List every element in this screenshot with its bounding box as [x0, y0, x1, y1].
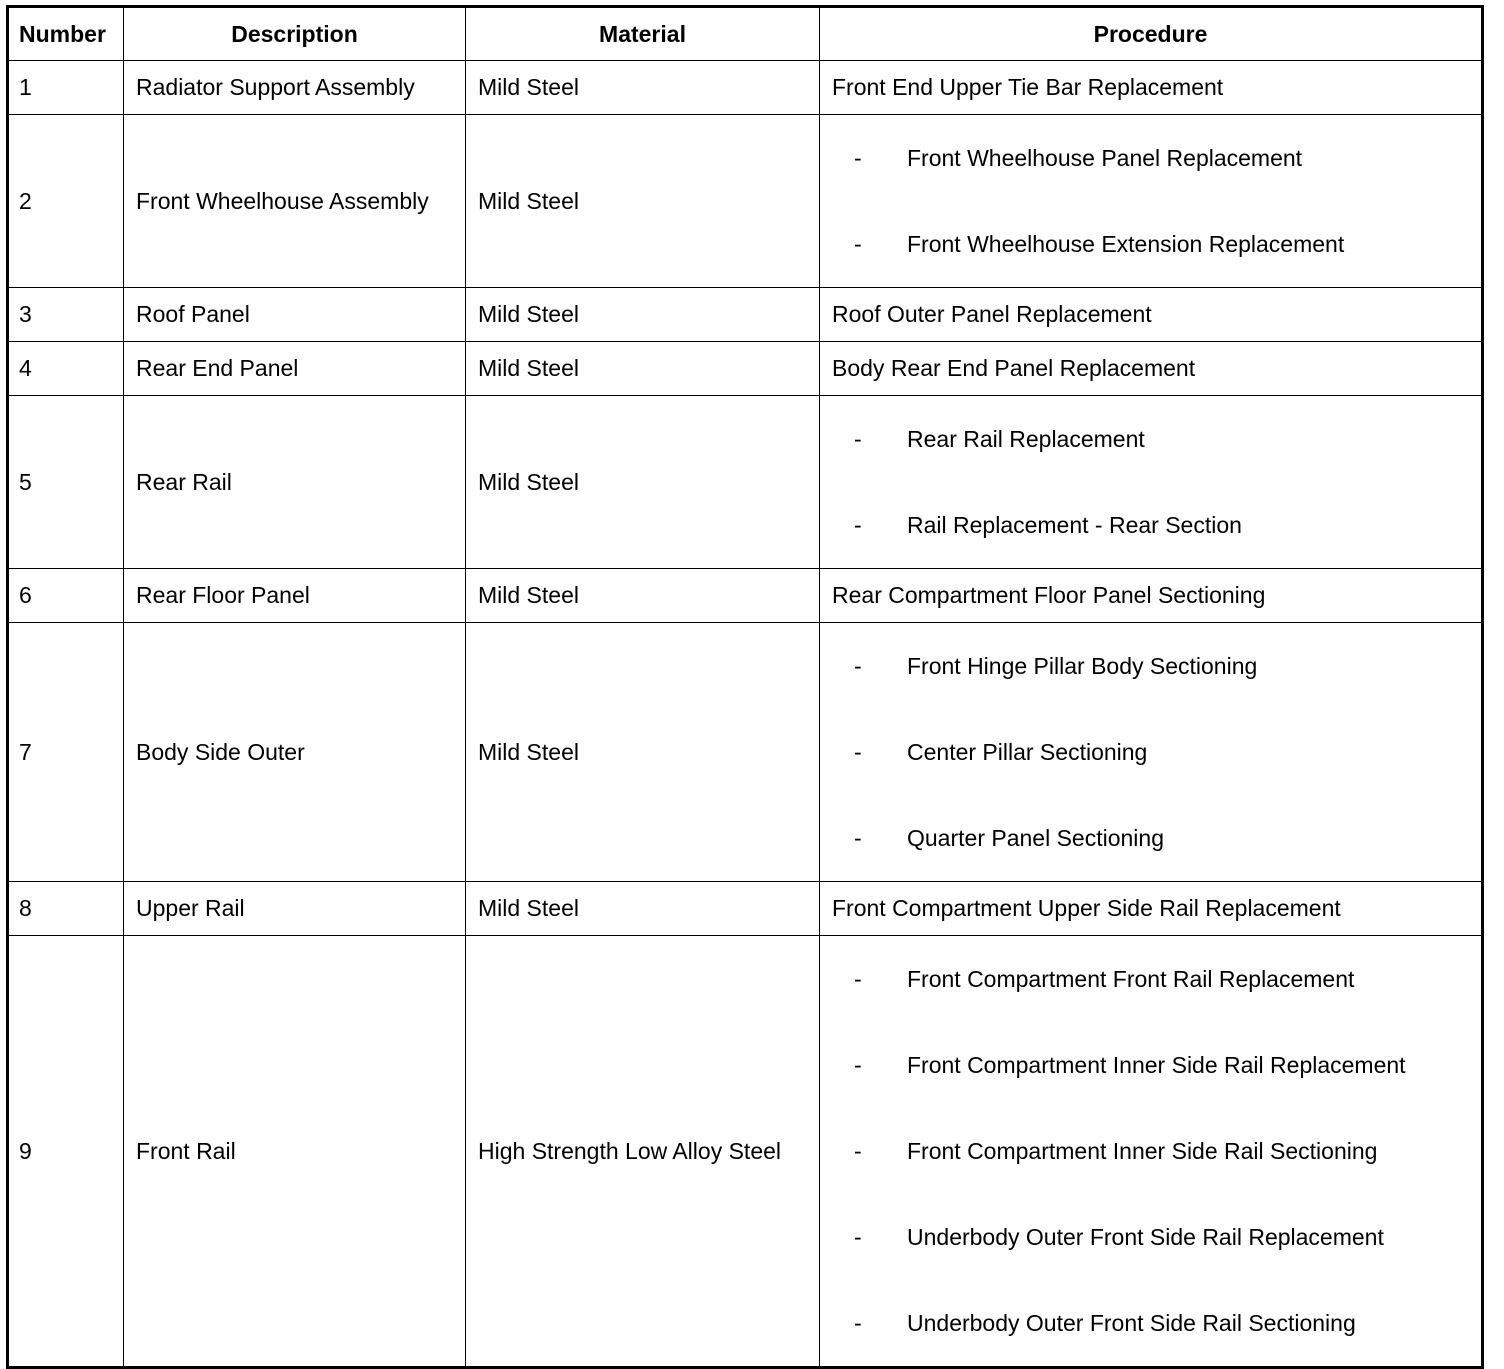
table-row — [8, 288, 1483, 342]
procedure-item — [832, 936, 1469, 1022]
row-procedure: Roof Outer Panel Replacement — [820, 288, 1483, 342]
procedure-item — [832, 795, 1469, 881]
row-number: 3 — [8, 288, 124, 342]
procedure-item-text: Front Compartment Front Rail Replacement — [907, 966, 1355, 992]
bullet: - — [854, 512, 862, 538]
header-description: Description — [124, 7, 466, 61]
procedure-item-text: Rear Rail Replacement — [907, 426, 1145, 452]
bullet: - — [854, 1310, 862, 1336]
row-description: Rear Floor Panel — [124, 569, 466, 623]
procedure-list — [832, 936, 1469, 1366]
procedure-item — [832, 396, 1469, 482]
row-description: Rear End Panel — [124, 342, 466, 396]
row-material: Mild Steel — [466, 115, 820, 288]
procedure-item — [832, 1280, 1469, 1366]
row-material: Mild Steel — [466, 61, 820, 115]
row-number: 2 — [8, 115, 124, 288]
procedure-item-text: Front Compartment Inner Side Rail Replacement — [907, 1052, 1406, 1078]
procedure-item-text: Front Wheelhouse Panel Replacement — [907, 145, 1303, 171]
procedure-item — [832, 482, 1469, 568]
row-procedure — [820, 623, 1483, 882]
row-description: Upper Rail — [124, 882, 466, 936]
row-material: Mild Steel — [466, 569, 820, 623]
row-procedure: Front Compartment Upper Side Rail Replacement — [820, 882, 1483, 936]
row-description: Rear Rail — [124, 396, 466, 569]
row-number: 4 — [8, 342, 124, 396]
row-description: Roof Panel — [124, 288, 466, 342]
procedure-list — [832, 115, 1469, 287]
row-material: Mild Steel — [466, 342, 820, 396]
row-material: High Strength Low Alloy Steel — [466, 936, 820, 1368]
row-procedure — [820, 115, 1483, 288]
procedure-item-text: Front Hinge Pillar Body Sectioning — [907, 653, 1258, 679]
table-row — [8, 396, 1483, 569]
row-number: 1 — [8, 61, 124, 115]
row-description: Front Rail — [124, 936, 466, 1368]
header-material: Material — [466, 7, 820, 61]
row-description: Front Wheelhouse Assembly — [124, 115, 466, 288]
procedure-list — [832, 396, 1469, 568]
row-number: 8 — [8, 882, 124, 936]
procedure-item-text: Front Compartment Inner Side Rail Sectioning — [907, 1138, 1378, 1164]
bullet: - — [854, 966, 862, 992]
row-material: Mild Steel — [466, 288, 820, 342]
row-description: Body Side Outer — [124, 623, 466, 882]
row-material: Mild Steel — [466, 396, 820, 569]
table-row — [8, 882, 1483, 936]
bullet: - — [854, 426, 862, 452]
row-procedure — [820, 396, 1483, 569]
table-row — [8, 936, 1483, 1368]
procedure-item — [832, 201, 1469, 287]
table-row — [8, 623, 1483, 882]
row-description: Radiator Support Assembly — [124, 61, 466, 115]
row-number: 9 — [8, 936, 124, 1368]
bullet: - — [854, 1138, 862, 1164]
procedure-item — [832, 623, 1469, 709]
bullet: - — [854, 231, 862, 257]
procedure-item-text: Underbody Outer Front Side Rail Sectioning — [907, 1310, 1356, 1336]
row-procedure: Rear Compartment Floor Panel Sectioning — [820, 569, 1483, 623]
procedure-item-text: Quarter Panel Sectioning — [907, 825, 1164, 851]
procedure-item — [832, 1194, 1469, 1280]
row-procedure: Body Rear End Panel Replacement — [820, 342, 1483, 396]
procedure-item-text: Center Pillar Sectioning — [907, 739, 1148, 765]
row-material: Mild Steel — [466, 623, 820, 882]
procedure-item-text: Front Wheelhouse Extension Replacement — [907, 231, 1345, 257]
bullet: - — [854, 825, 862, 851]
bullet: - — [854, 1052, 862, 1078]
procedure-item — [832, 709, 1469, 795]
row-number: 6 — [8, 569, 124, 623]
header-number: Number — [8, 7, 124, 61]
row-procedure — [820, 936, 1483, 1368]
row-procedure: Front End Upper Tie Bar Replacement — [820, 61, 1483, 115]
header-row — [8, 7, 1483, 61]
procedure-item — [832, 115, 1469, 201]
table-row — [8, 115, 1483, 288]
table-row — [8, 342, 1483, 396]
row-number: 5 — [8, 396, 124, 569]
procedure-item-text: Underbody Outer Front Side Rail Replacement — [907, 1224, 1384, 1250]
bullet: - — [854, 653, 862, 679]
table-row — [8, 569, 1483, 623]
procedure-list — [832, 623, 1469, 881]
bullet: - — [854, 1224, 862, 1250]
row-material: Mild Steel — [466, 882, 820, 936]
header-procedure: Procedure — [820, 7, 1483, 61]
bullet: - — [854, 739, 862, 765]
row-number: 7 — [8, 623, 124, 882]
procedure-item — [832, 1108, 1469, 1194]
bullet: - — [854, 145, 862, 171]
parts-table — [6, 5, 1484, 1369]
procedure-item-text: Rail Replacement - Rear Section — [907, 512, 1242, 538]
table-row — [8, 61, 1483, 115]
procedure-item — [832, 1022, 1469, 1108]
